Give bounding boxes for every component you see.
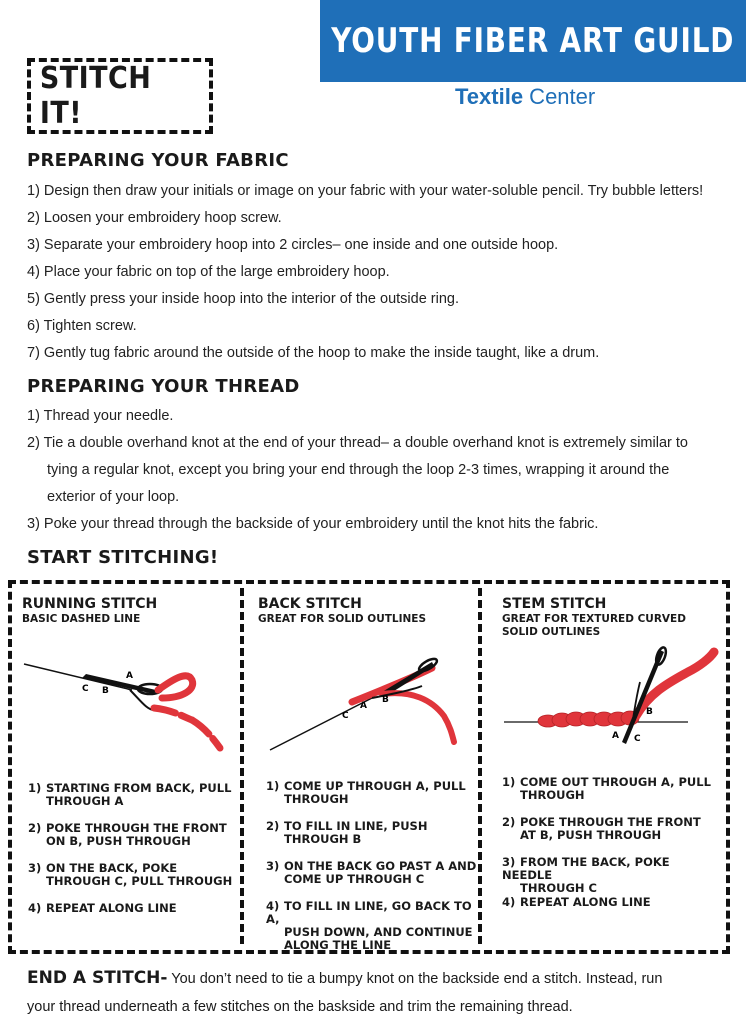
back-label-c: C: [342, 711, 349, 721]
step-text-cont: THROUGH: [520, 788, 585, 802]
stem-step: [502, 776, 714, 802]
guild-banner: [320, 0, 746, 82]
running-label-a: A: [126, 671, 133, 681]
stem-stitch-illustration: [500, 642, 722, 752]
panel-divider: [478, 588, 482, 944]
step-number: 2): [266, 819, 280, 833]
fabric-step: 5) Gently press your inside hoop into the interior of the outside ring.: [27, 291, 460, 307]
step-text: REPEAT ALONG LINE: [520, 895, 651, 909]
guild-name: YOUTH FIBER ART GUILD: [331, 21, 735, 61]
panel-divider: [240, 588, 244, 944]
fabric-heading: PREPARING YOUR FABRIC: [27, 150, 289, 171]
running-step: [28, 862, 240, 888]
fabric-step: 1) Design then draw your initials or image on your fabric with your water-soluble pencil. Try bubble letters!: [27, 183, 704, 199]
stem-label-b: B: [646, 707, 653, 717]
step-text-cont: AT B, PUSH THROUGH: [520, 828, 662, 842]
back-stitch-subtitle: GREAT FOR SOLID OUTLINES: [258, 613, 427, 625]
page-title: STITCH IT!: [39, 61, 152, 131]
end-stitch-heading: END A STITCH-: [27, 968, 168, 988]
back-step: [266, 820, 478, 846]
end-stitch-section: [27, 964, 727, 1021]
step-number: 2): [502, 815, 516, 829]
back-step: [266, 860, 478, 886]
step-text-cont: THROUGH A: [46, 794, 124, 808]
back-step: [266, 900, 478, 952]
stem-stitch-subtitle-1: GREAT FOR TEXTURED CURVED: [502, 613, 686, 625]
step-text: POKE THROUGH THE FRONT: [46, 821, 227, 835]
step-text: FROM THE BACK, POKE NEEDLE: [502, 855, 670, 882]
step-text: POKE THROUGH THE FRONT: [520, 815, 701, 829]
thread-step-cont: tying a regular knot, except you bring your end through the loop 2-3 times, wrapping it around the: [47, 462, 670, 478]
step-number: 3): [28, 861, 42, 875]
thread-step: 2) Tie a double overhand knot at the end of your thread– a double overhand knot is extremely similar to: [27, 435, 688, 451]
running-stitch-subtitle: BASIC DASHED LINE: [22, 613, 141, 625]
stem-step: [502, 816, 714, 842]
step-number: 4): [266, 899, 280, 913]
step-number: 3): [266, 859, 280, 873]
running-step: [28, 822, 240, 848]
stem-stitch-column: [502, 596, 727, 639]
fabric-step: 2) Loosen your embroidery hoop screw.: [27, 210, 282, 226]
back-stitch-illustration: [262, 650, 472, 760]
stem-step: [502, 856, 714, 895]
thread-step-cont: exterior of your loop.: [47, 489, 180, 505]
stem-label-a: A: [612, 731, 619, 741]
stem-stitch-subtitle-2: SOLID OUTLINES: [502, 626, 601, 638]
step-text: COME OUT THROUGH A, PULL: [520, 775, 711, 789]
step-number: 2): [28, 821, 42, 835]
running-step: [28, 782, 240, 808]
stem-step: [502, 896, 714, 909]
fabric-step: 3) Separate your embroidery hoop into 2 circles– one inside and one outside hoop.: [27, 237, 559, 253]
thread-step: 1) Thread your needle.: [27, 408, 174, 424]
step-text: TO FILL IN LINE, GO BACK TO A,: [266, 899, 472, 926]
back-label-b: B: [382, 695, 389, 705]
running-label-c: C: [82, 684, 89, 694]
step-text: ON THE BACK GO PAST A AND: [284, 859, 477, 873]
running-label-b: B: [102, 686, 109, 696]
step-text: COME UP THROUGH A, PULL: [284, 779, 466, 793]
step-number: 3): [502, 855, 516, 869]
textile-center-rest: Center: [523, 84, 596, 109]
step-number: 1): [266, 779, 280, 793]
textile-center-logo: [455, 84, 595, 110]
running-step: [28, 902, 240, 915]
thread-step: 3) Poke your thread through the backside of your embroidery until the knot hits the fabric.: [27, 516, 599, 532]
step-text: ON THE BACK, POKE: [46, 861, 178, 875]
fabric-steps: [27, 178, 727, 367]
step-text: REPEAT ALONG LINE: [46, 901, 177, 915]
step-text-cont: COME UP THROUGH C: [284, 872, 425, 886]
step-text: TO FILL IN LINE, PUSH: [284, 819, 428, 833]
end-stitch-text-cont: your thread underneath a few stitches on the baskside and trim the remaining thread.: [27, 999, 573, 1015]
end-stitch-text: You don’t need to tie a bumpy knot on the backside end a stitch. Instead, run: [167, 971, 663, 987]
step-text-cont: THROUGH B: [284, 832, 362, 846]
back-stitch-title: BACK STITCH: [258, 596, 362, 612]
step-text-cont: ON B, PUSH THROUGH: [46, 834, 191, 848]
fabric-step: 7) Gently tug fabric around the outside of the hoop to make the inside taught, like a drum.: [27, 345, 600, 361]
step-text: STARTING FROM BACK, PULL: [46, 781, 232, 795]
fabric-step: 4) Place your fabric on top of the large embroidery hoop.: [27, 264, 390, 280]
step-text-cont: THROUGH C: [520, 881, 597, 895]
stem-stitch-title: STEM STITCH: [502, 596, 607, 612]
step-text-cont: THROUGH C, PULL THROUGH: [46, 874, 233, 888]
step-text-cont: THROUGH: [284, 792, 349, 806]
textile-center-bold: Textile: [455, 84, 524, 109]
back-step: [266, 780, 478, 806]
step-number: 4): [28, 901, 42, 915]
stem-label-c: C: [634, 734, 641, 744]
running-stitch-illustration: [22, 650, 234, 760]
page-title-box: [27, 58, 213, 134]
back-stitch-column: [258, 596, 483, 626]
back-label-a: A: [360, 701, 367, 711]
running-stitch-column: [22, 596, 247, 626]
running-stitch-title: RUNNING STITCH: [22, 596, 158, 612]
thread-heading: PREPARING YOUR THREAD: [27, 376, 300, 397]
step-text-cont: PUSH DOWN, AND CONTINUE: [284, 925, 473, 939]
step-number: 1): [28, 781, 42, 795]
start-heading: START STITCHING!: [27, 547, 219, 568]
step-text-cont: ALONG THE LINE: [284, 938, 392, 952]
thread-steps: [27, 403, 727, 538]
step-number: 4): [502, 895, 516, 909]
step-number: 1): [502, 775, 516, 789]
fabric-step: 6) Tighten screw.: [27, 318, 137, 334]
